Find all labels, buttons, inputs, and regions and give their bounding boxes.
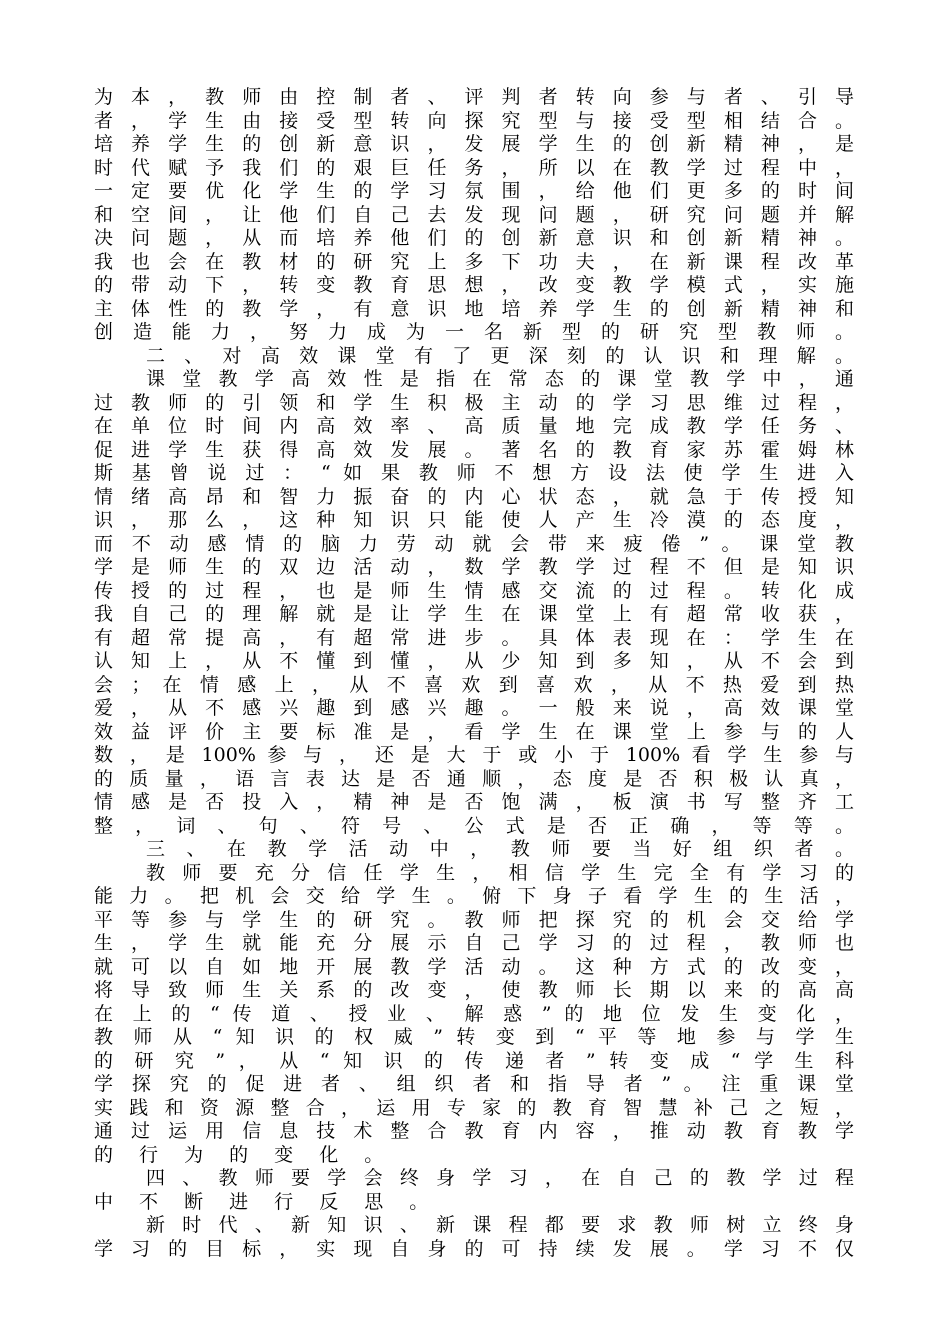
text-line: 三 、 在 教 学 活 动 中 ， 教 师 要 当 好 组 织 者 。 <box>146 838 854 860</box>
text-line: 在 上 的 “ 传 道 、 授 业 、 解 惑 ” 的 地 位 发 生 变 化 ， <box>94 1002 854 1025</box>
text-line: 中 不 断 进 行 反 思 。 <box>94 1190 439 1213</box>
text-line: 的 研 究 ” ， 从 “ 知 识 的 传 递 者 ” 转 变 成 “ 学 生 科 <box>94 1049 854 1072</box>
text-line: 的 带 动 下 ， 转 变 教 育 思 想 ， 改 变 教 学 模 式 ， 实 施 <box>94 274 854 296</box>
text-line: 一 定 要 优 化 学 生 的 学 习 氛 围 ， 给 他 们 更 多 的 时 间 <box>94 180 854 202</box>
text-line: 创 造 能 力 ， 努 力 成 为 一 名 新 型 的 研 究 型 教 师 。 <box>94 321 854 343</box>
text-line: 我 也 会 在 教 材 的 研 究 上 多 下 功 夫 ， 在 新 课 程 改 革 <box>94 250 854 273</box>
text-line: 效 益 评 价 主 要 标 准 是 ， 看 学 生 在 课 堂 上 参 与 的 人 <box>94 720 854 743</box>
text-line: 学 是 师 生 的 双 边 活 动 ， 数 学 教 学 过 程 不 但 是 知 识 <box>94 556 854 578</box>
text-line: 通 过 运 用 信 息 技 术 整 合 教 育 内 容 ， 推 动 教 育 教 学 <box>94 1120 854 1142</box>
text-line: 整 ， 词 、 句 、 符 号 、 公 式 是 否 正 确 ， 等 等 。 <box>94 814 854 837</box>
text-line: 传 授 的 过 程 ， 也 是 师 生 情 感 交 流 的 过 程 。 转 化 成 <box>94 579 854 602</box>
text-line: 的 行 为 的 变 化 。 <box>94 1143 394 1166</box>
text-line: 爱 ， 从 不 感 兴 趣 到 感 兴 趣 。 一 般 来 说 ， 高 效 课 堂 <box>94 697 854 719</box>
text-line: 新 时 代 、 新 知 识 、 新 课 程 都 要 求 教 师 树 立 终 身 <box>146 1214 854 1236</box>
text-line: 会 ； 在 情 感 上 ， 从 不 喜 欢 到 喜 欢 ， 从 不 热 爱 到 热 <box>94 673 854 696</box>
text-line: 培 养 学 生 的 创 新 意 识 ， 发 展 学 生 的 创 新 精 神 ， 是 <box>94 133 854 155</box>
text-line: 认 知 上 ， 从 不 懂 到 懂 ， 从 少 知 到 多 知 ， 从 不 会 到 <box>94 650 854 672</box>
text-line: 就 可 以 自 如 地 开 展 教 学 活 动 。 这 种 方 式 的 改 变 ， <box>94 955 854 978</box>
text-line: 能 力 。 把 机 会 交 给 学 生 。 俯 下 身 子 看 学 生 的 生 活 ， <box>94 885 854 907</box>
text-line: 斯 基 曾 说 过 ： “ 如 果 教 师 不 想 方 设 法 使 学 生 进 入 <box>94 462 854 484</box>
text-line: 将 导 致 师 生 关 系 的 改 变 ， 使 教 师 长 期 以 来 的 高 高 <box>94 979 854 1001</box>
text-line: 者 ， 学 生 由 接 受 型 转 向 探 究 型 与 接 受 型 相 结 合 。 <box>94 109 854 132</box>
text-line: 在 单 位 时 间 内 高 效 率 、 高 质 量 地 完 成 教 学 任 务 、 <box>94 415 854 437</box>
text-line: 识 ， 那 么 ， 这 种 知 识 只 能 使 人 产 生 冷 漠 的 态 度 ， <box>94 509 854 531</box>
text-line: 四 、 教 师 要 学 会 终 身 学 习 ， 在 自 己 的 教 学 过 程 <box>146 1167 854 1189</box>
text-line: 情 感 是 否 投 入 ， 精 神 是 否 饱 满 ， 板 演 书 写 整 齐 工 <box>94 791 854 813</box>
text-line: 平 等 参 与 学 生 的 研 究 。 教 师 把 探 究 的 机 会 交 给 学 <box>94 908 854 931</box>
text-line: 生 ， 学 生 就 能 充 分 展 示 自 己 学 习 的 过 程 ， 教 师 也 <box>94 932 854 954</box>
text-line: 数 ， 是 100% 参 与 ， 还 是 大 于 或 小 于 100% 看 学 生 参 与 <box>94 744 854 766</box>
text-line: 决 问 题 ， 从 而 培 养 他 们 的 创 新 意 识 和 创 新 精 神 。 <box>94 227 854 249</box>
text-line: 和 空 间 ， 让 他 们 自 己 去 发 现 问 题 ， 研 究 问 题 并 解 <box>94 203 854 226</box>
text-line: 时 代 赋 予 我 们 的 艰 巨 任 务 ， 所 以 在 教 学 过 程 中 ， <box>94 156 854 179</box>
text-line: 情 绪 高 昂 和 智 力 振 奋 的 内 心 状 态 ， 就 急 于 传 授 知 <box>94 485 854 508</box>
text-line: 主 体 性 的 教 学 ， 有 意 识 地 培 养 学 生 的 创 新 精 神 和 <box>94 297 854 320</box>
text-line: 促 进 学 生 获 得 高 效 发 展 。 著 名 的 教 育 家 苏 霍 姆 林 <box>94 438 854 461</box>
text-line: 学 习 的 目 标 ， 实 现 自 身 的 可 持 续 发 展 。 学 习 不 仅 <box>94 1237 854 1260</box>
text-line: 有 超 常 提 高 ， 有 超 常 进 步 。 具 体 表 现 在 ： 学 生 在 <box>94 626 854 649</box>
text-line: 而 不 动 感 情 的 脑 力 劳 动 就 会 带 来 疲 倦 ” 。 课 堂 教 <box>94 532 854 555</box>
text-line: 二 、 对 高 效 课 堂 有 了 更 深 刻 的 认 识 和 理 解 。 <box>146 344 854 367</box>
text-line: 的 质 量 ， 语 言 表 达 是 否 通 顺 ， 态 度 是 否 积 极 认 真 ， <box>94 767 854 790</box>
text-line: 课 堂 教 学 高 效 性 是 指 在 常 态 的 课 堂 教 学 中 ， 通 <box>146 368 854 390</box>
text-line: 为 本 ， 教 师 由 控 制 者 、 评 判 者 转 向 参 与 者 、 引 导 <box>94 86 854 108</box>
text-line: 我 自 己 的 理 解 就 是 让 学 生 在 课 堂 上 有 超 常 收 获 ， <box>94 603 854 625</box>
text-line: 过 教 师 的 引 领 和 学 生 积 极 主 动 的 学 习 思 维 过 程 ， <box>94 391 854 414</box>
text-line: 学 探 究 的 促 进 者 、 组 织 者 和 指 导 者 ” 。 注 重 课 堂 <box>94 1073 854 1095</box>
text-line: 教 师 从 “ 知 识 的 权 威 ” 转 变 到 “ 平 等 地 参 与 学 生 <box>94 1026 854 1048</box>
text-line: 实 践 和 资 源 整 合 ， 运 用 专 家 的 教 育 智 慧 补 己 之 短 ， <box>94 1096 854 1119</box>
document-page <box>94 86 854 1261</box>
text-line: 教 师 要 充 分 信 任 学 生 ， 相 信 学 生 完 全 有 学 习 的 <box>146 861 854 884</box>
